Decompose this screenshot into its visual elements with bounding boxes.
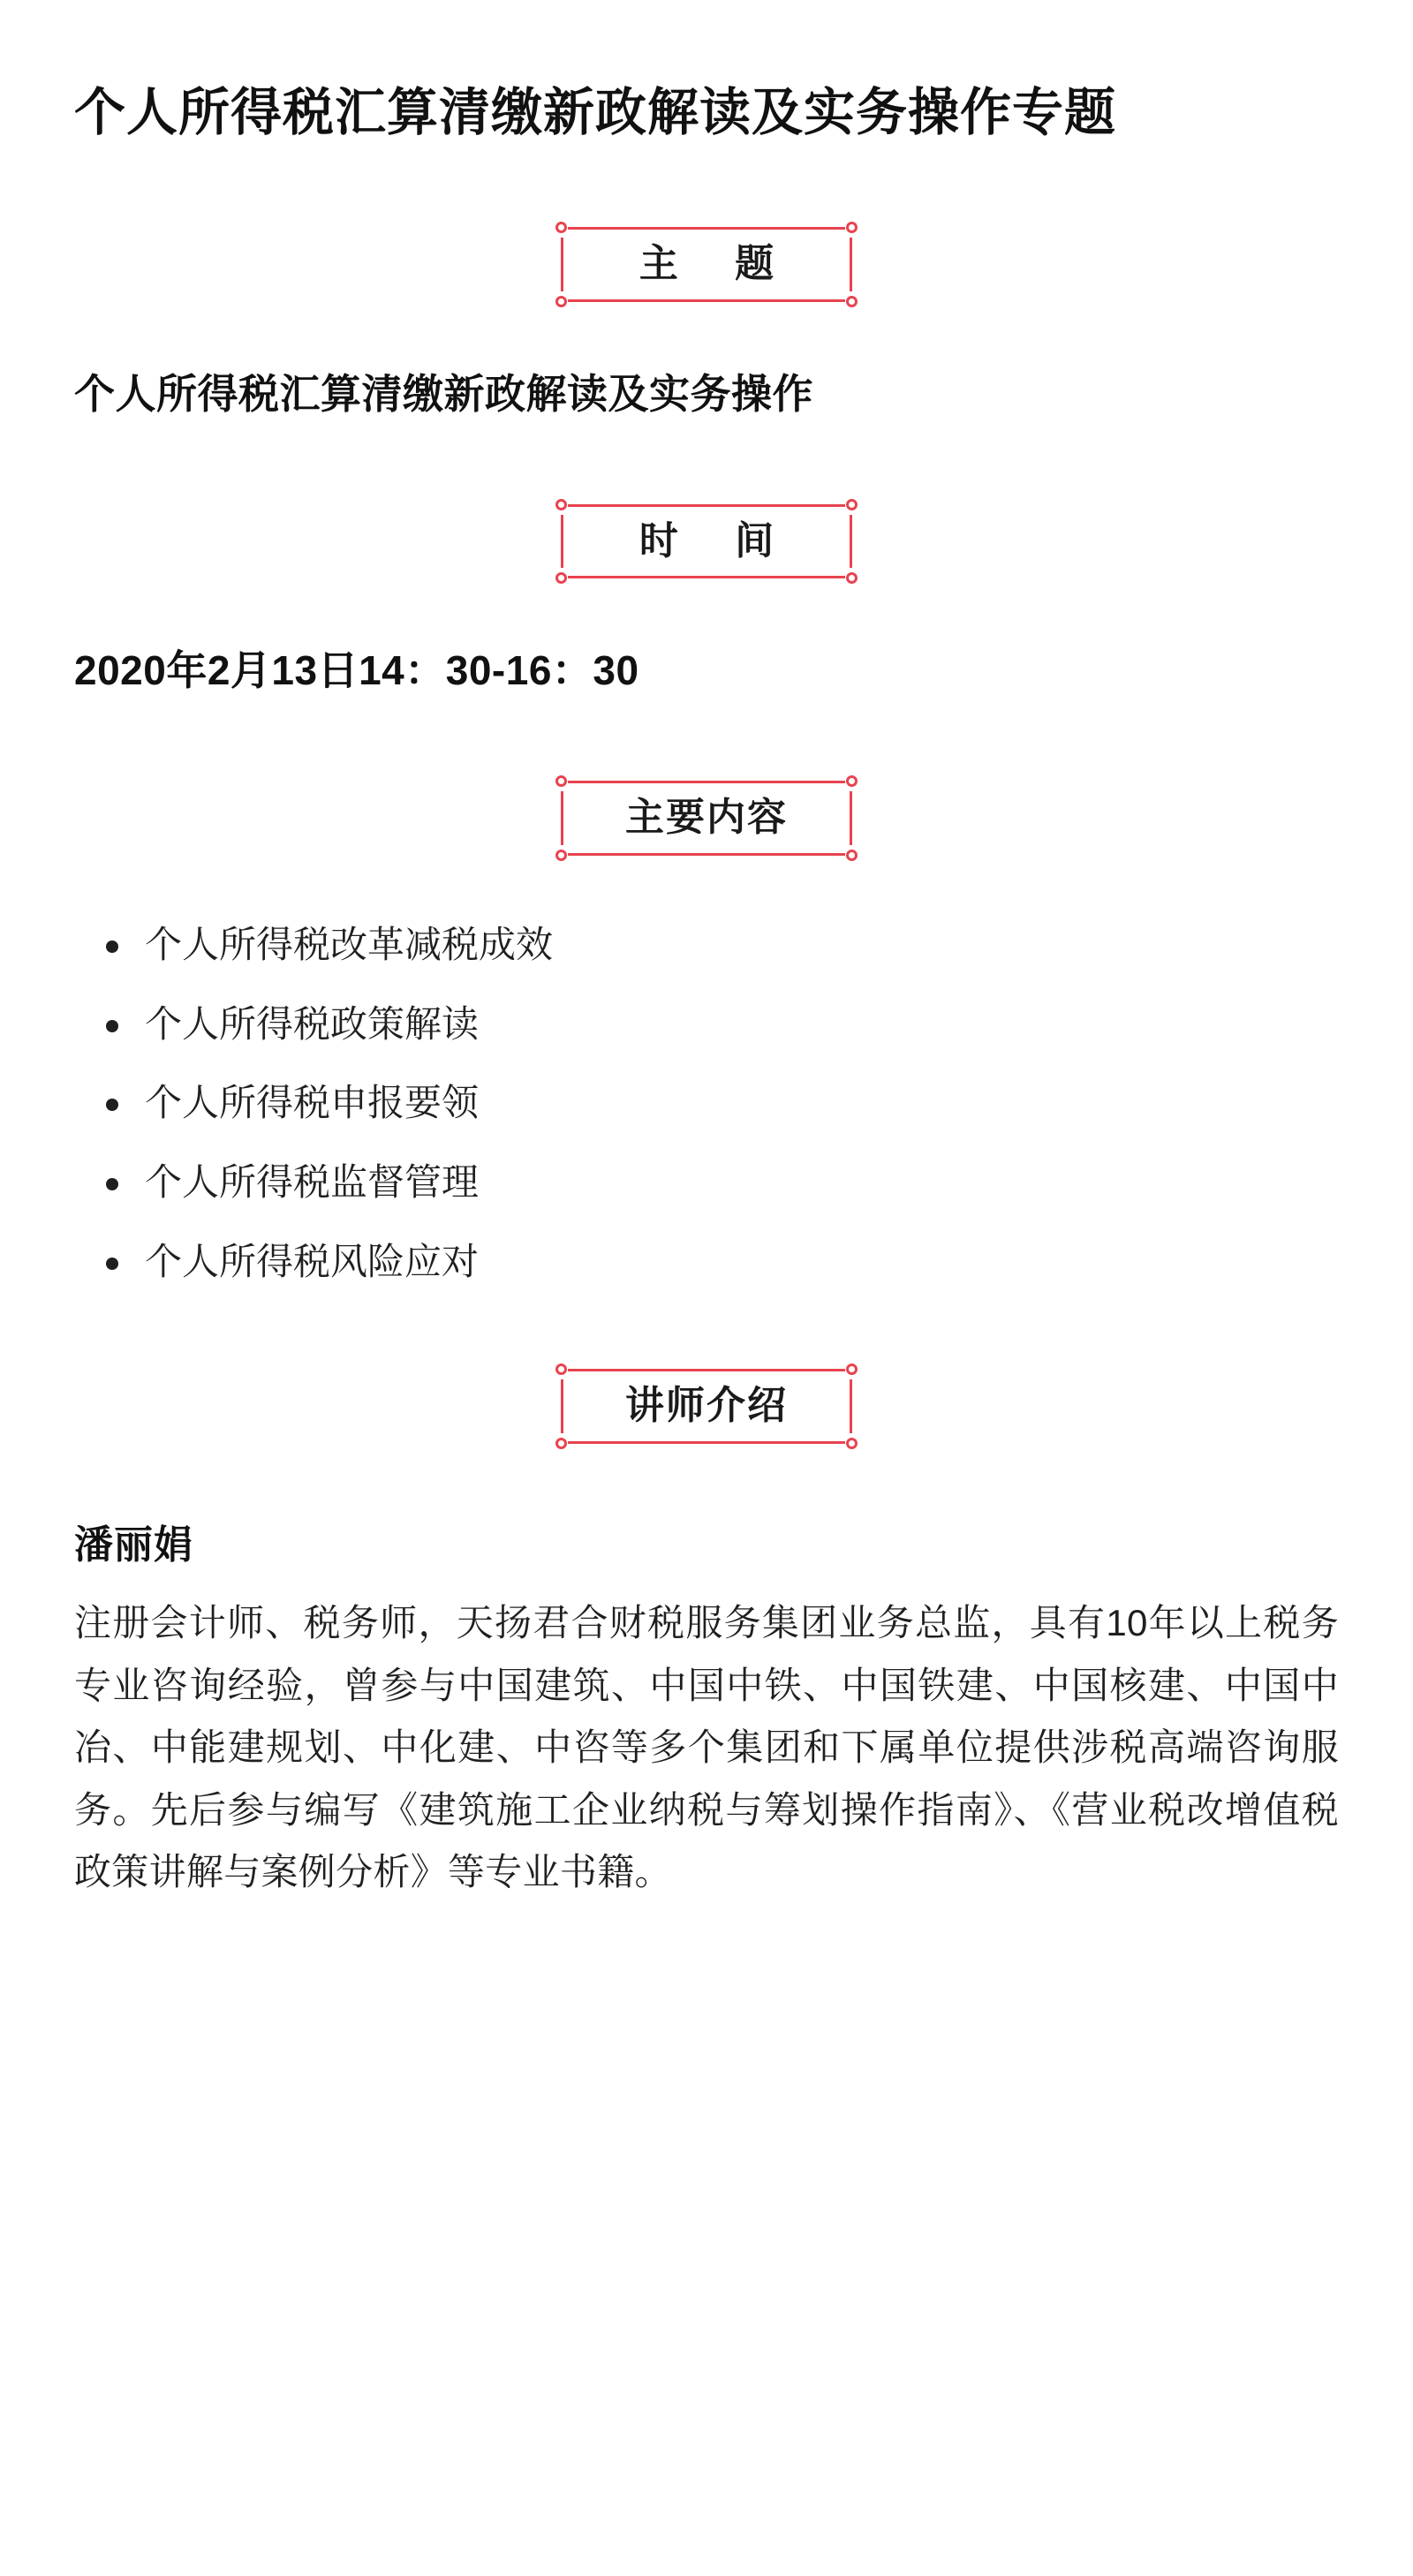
badge-rule-top — [568, 1369, 845, 1371]
badge-outline — [561, 781, 852, 856]
badge-label-subject: 主 题 — [638, 242, 797, 286]
badge-dot-bottom-right — [846, 1438, 858, 1449]
badge-rule-bottom — [568, 576, 845, 578]
badge-bar-left — [561, 515, 563, 569]
badge-bar-left — [561, 238, 563, 291]
list-item: 个人所得税政策解读 — [90, 999, 1339, 1050]
badge-label-time: 时 间 — [638, 518, 797, 563]
badge-dot-top-left — [555, 1364, 567, 1375]
badge-label-outline: 主要内容 — [625, 795, 788, 839]
badge-dot-top-left — [555, 775, 567, 787]
list-item: 个人所得税改革减税成效 — [90, 919, 1339, 971]
badge-dot-top-left — [555, 222, 567, 233]
badge-dot-top-right — [846, 1364, 858, 1375]
outline-list — [74, 919, 1339, 1288]
badge-dot-bottom-left — [555, 1438, 567, 1449]
badge-dot-bottom-right — [846, 572, 858, 584]
badge-time — [561, 504, 852, 579]
subject-content: 个人所得税汇算清缴新政解读及实务操作 — [74, 371, 813, 418]
badge-dot-bottom-left — [555, 296, 567, 307]
section-header-lecturer — [74, 1369, 1339, 1444]
badge-bar-right — [850, 1379, 852, 1433]
section-header-subject — [74, 227, 1339, 302]
badge-subject — [561, 227, 852, 302]
time-content: 2020年2月13日14：30-16：30 — [74, 647, 639, 694]
badge-bar-right — [850, 238, 852, 291]
badge-label-lecturer: 讲师介绍 — [625, 1384, 788, 1428]
badge-dot-top-left — [555, 499, 567, 510]
badge-bar-left — [561, 791, 563, 845]
badge-bar-right — [850, 515, 852, 569]
badge-bar-left — [561, 1379, 563, 1433]
section-header-time — [74, 504, 1339, 579]
list-item: 个人所得税监督管理 — [90, 1157, 1339, 1208]
badge-dot-top-right — [846, 499, 858, 510]
section-header-outline — [74, 781, 1339, 856]
badge-rule-top — [568, 227, 845, 230]
page-title: 个人所得税汇算清缴新政解读及实务操作专题 — [74, 84, 1117, 141]
badge-lecturer — [561, 1369, 852, 1444]
badge-rule-top — [568, 781, 845, 783]
badge-dot-bottom-left — [555, 572, 567, 584]
badge-dot-bottom-right — [846, 296, 858, 307]
list-item: 个人所得税风险应对 — [90, 1236, 1339, 1288]
badge-dot-top-right — [846, 222, 858, 233]
list-item: 个人所得税申报要领 — [90, 1077, 1339, 1129]
badge-rule-bottom — [568, 299, 845, 302]
badge-dot-bottom-right — [846, 850, 858, 861]
badge-bar-right — [850, 791, 852, 845]
badge-rule-bottom — [568, 853, 845, 856]
lecturer-bio: 注册会计师、税务师，天扬君合财税服务集团业务总监，具有10年以上税务专业咨询经验，曾参与中国建筑、中国中铁、中国铁建、中国核建、中国中冶、中能建规划、中化建、中咨等多个集团和下属单位提供涉税高端咨询服务。先后参与编写《建筑施工企业纳税与筹划操作指南》、《营业税改增值税政策讲解与案例分析》等专业书籍。 — [74, 1602, 1339, 1893]
badge-dot-top-right — [846, 775, 858, 787]
badge-rule-top — [568, 504, 845, 507]
lecturer-name: 潘丽娟 — [74, 1523, 193, 1568]
badge-rule-bottom — [568, 1441, 845, 1444]
badge-dot-bottom-left — [555, 850, 567, 861]
